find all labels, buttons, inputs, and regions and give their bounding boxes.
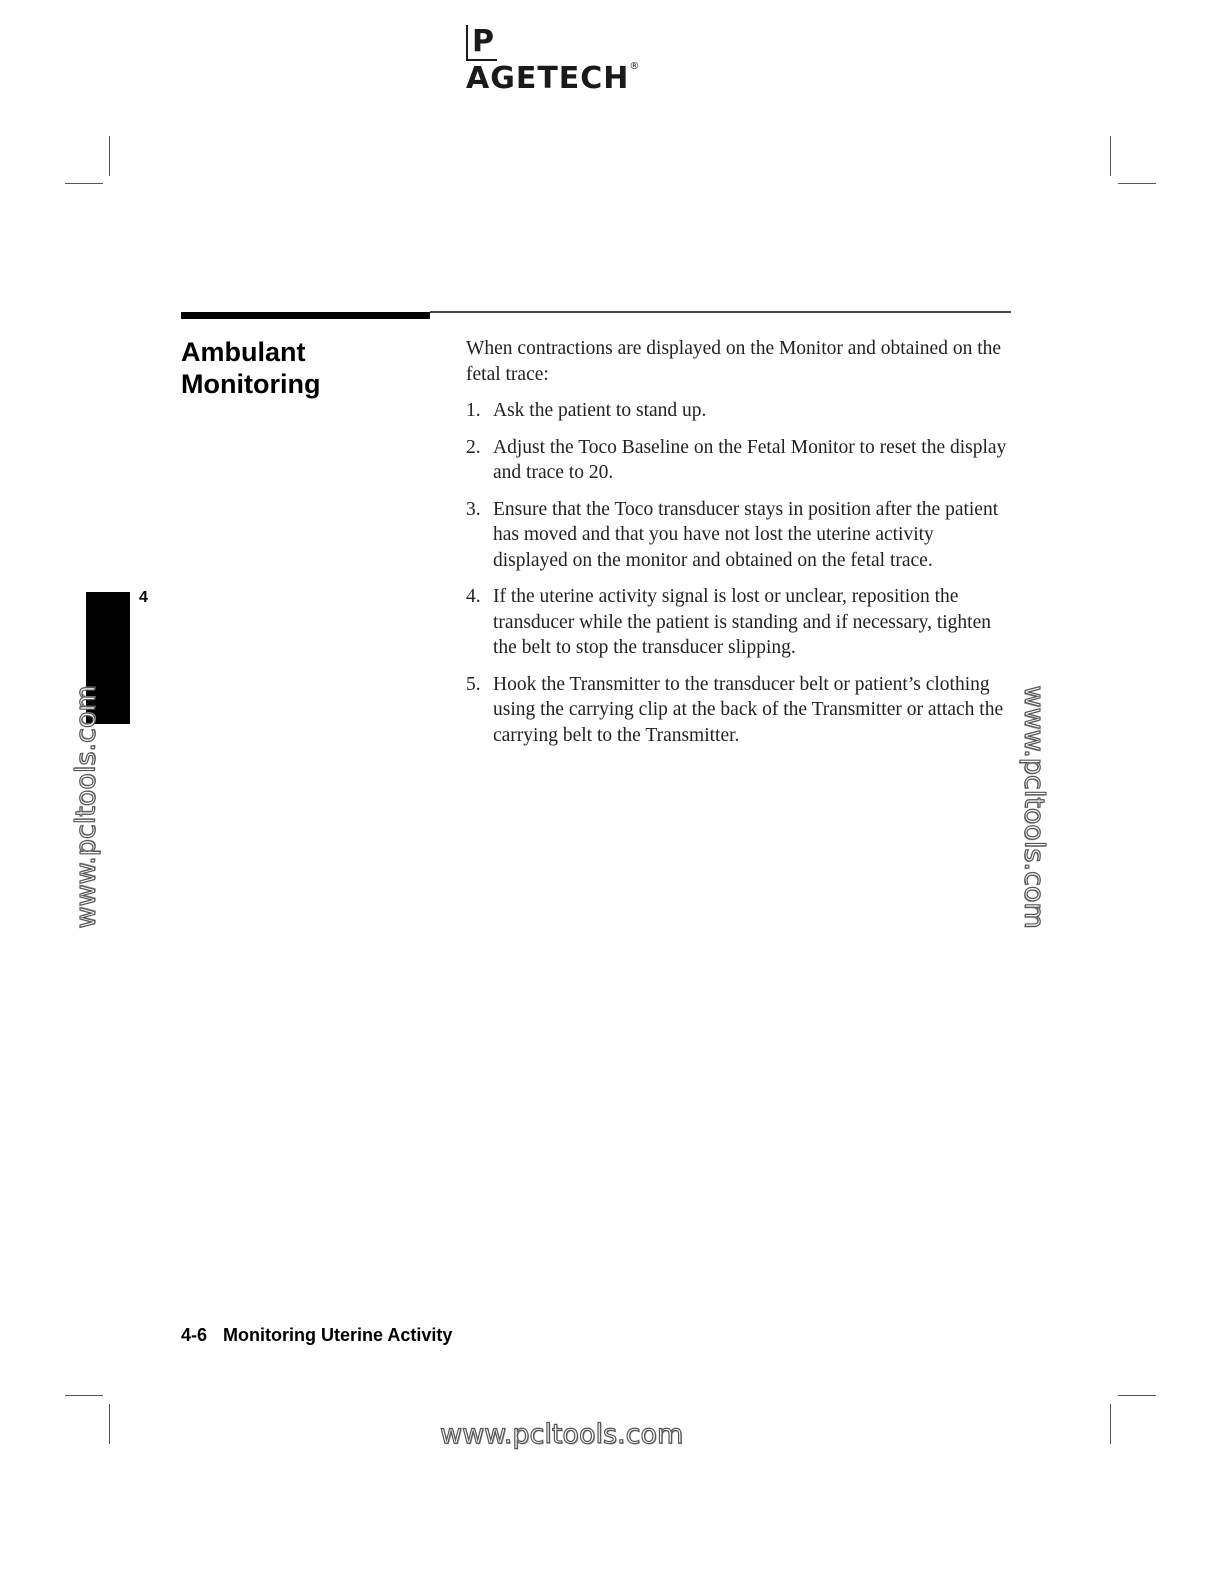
watermark-right: www.pcltools.com bbox=[1018, 685, 1050, 929]
step-item bbox=[466, 672, 1011, 749]
step-text: If the uterine activity signal is lost or unclear, reposition the transducer while the patient is standing and if necessary, tighten the belt to stop the transducer slipping. bbox=[493, 586, 992, 658]
crop-mark-bottom-right-vertical bbox=[1110, 1404, 1111, 1444]
step-number: 2. bbox=[466, 436, 481, 458]
step-number: 5. bbox=[466, 673, 481, 695]
chapter-number: 4 bbox=[139, 589, 148, 606]
footer-chapter-title: Monitoring Uterine Activity bbox=[223, 1325, 453, 1345]
watermark-bottom: www.pcltools.com bbox=[440, 1419, 684, 1450]
step-number: 4. bbox=[466, 586, 481, 607]
step-number: 1. bbox=[466, 400, 481, 421]
crop-mark-top-left-vertical bbox=[109, 136, 110, 176]
crop-mark-bottom-left-vertical bbox=[109, 1404, 110, 1444]
section-title-line-2: Monitoring bbox=[181, 369, 321, 399]
section-rule-thick bbox=[181, 312, 430, 319]
step-text: Hook the Transmitter to the transducer belt or patient’s clothing using the carrying clip at the back of the Transmitter or attach the carrying belt to the Transmitter. bbox=[493, 673, 1004, 746]
step-text: Ensure that the Toco transducer stays in position after the patient has moved and that you have not lost the uterine activity displayed on the monitor and obtained on the fetal trace. bbox=[493, 498, 999, 571]
body-content bbox=[466, 336, 1011, 759]
section-title bbox=[181, 336, 421, 400]
watermark-left: www.pcltools.com bbox=[70, 685, 102, 929]
step-item bbox=[466, 497, 1011, 574]
crop-mark-top-right-horizontal bbox=[1118, 183, 1156, 184]
crop-mark-top-right-vertical bbox=[1110, 136, 1111, 176]
pagetech-logo bbox=[466, 24, 666, 96]
steps-list bbox=[466, 398, 1011, 748]
crop-mark-bottom-right-horizontal bbox=[1118, 1395, 1156, 1396]
step-item bbox=[466, 435, 1011, 486]
logo-text: AGETECH bbox=[466, 61, 630, 96]
step-number: 3. bbox=[466, 498, 481, 520]
footer-page-number: 4-6 bbox=[181, 1325, 208, 1345]
crop-mark-bottom-left-horizontal bbox=[65, 1395, 103, 1396]
section-rule-thin bbox=[430, 311, 1011, 313]
step-item bbox=[466, 398, 1011, 424]
step-text: Adjust the Toco Baseline on the Fetal Monitor to reset the display and trace to 20. bbox=[493, 436, 1007, 483]
step-item bbox=[466, 584, 1011, 661]
intro-paragraph: When contractions are displayed on the Monitor and obtained on the fetal trace: bbox=[466, 338, 1002, 385]
section-title-line-1: Ambulant bbox=[181, 337, 306, 367]
step-text: Ask the patient to stand up. bbox=[493, 400, 707, 421]
crop-mark-top-left-horizontal bbox=[65, 183, 103, 184]
logo-lead-letter: P bbox=[466, 25, 497, 61]
page-footer bbox=[181, 1325, 452, 1346]
registered-mark: ® bbox=[629, 61, 641, 72]
